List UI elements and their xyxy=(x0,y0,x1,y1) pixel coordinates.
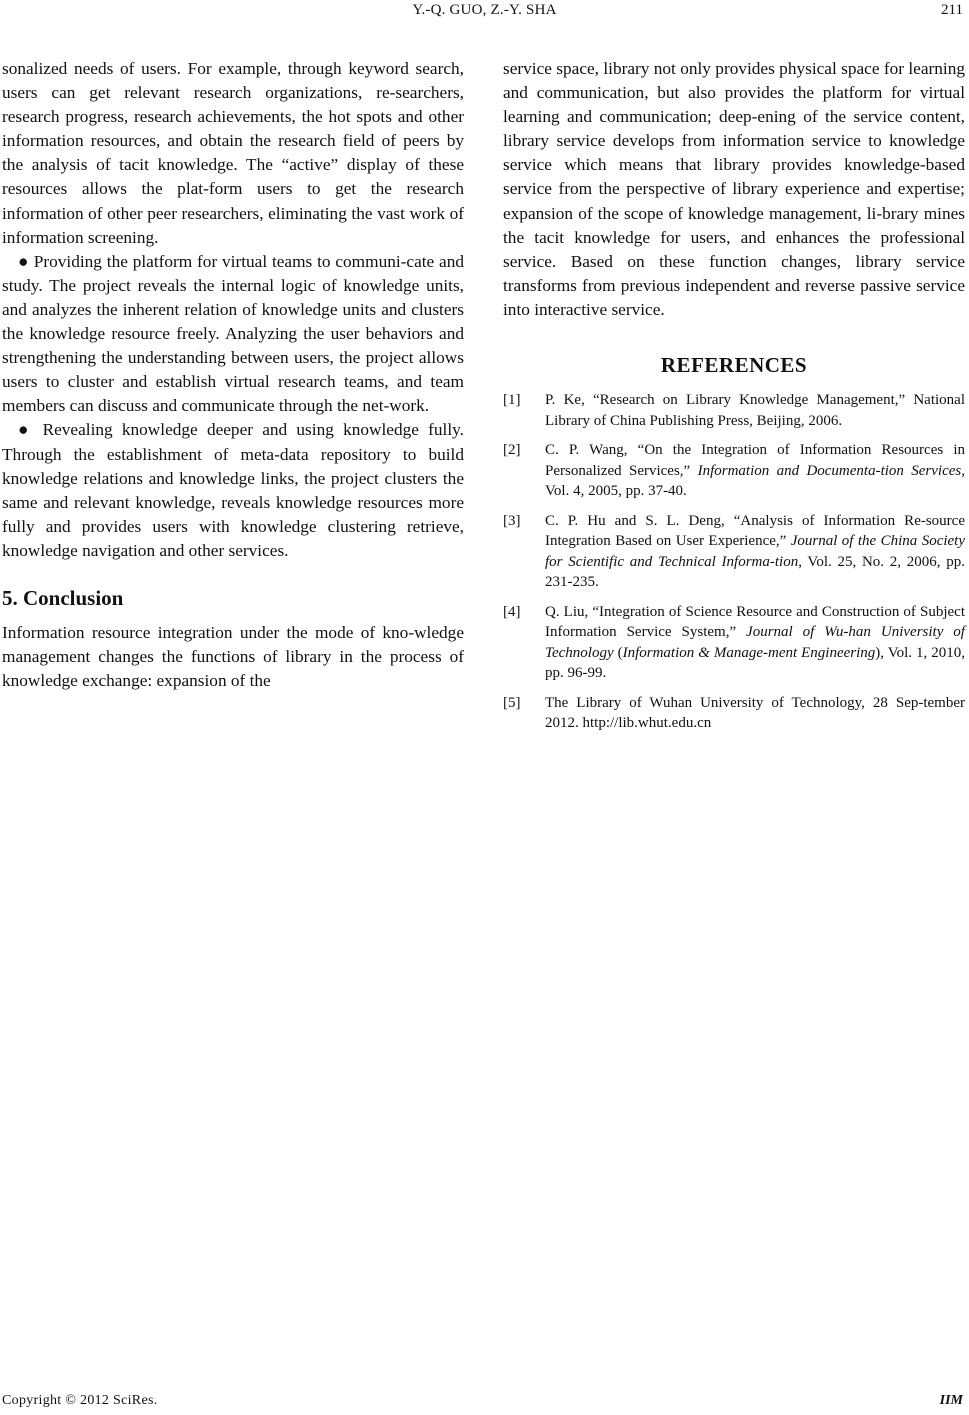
references-heading: REFERENCES xyxy=(660,353,808,378)
reference-source: Information and Documenta-tion Services xyxy=(697,462,962,479)
reference-number: [2] xyxy=(503,442,521,459)
reference-item xyxy=(503,602,965,684)
reference-text: The Library of Wuhan University of Technology, 28 Sep-tember 2012. http://lib.whut.edu.cn xyxy=(545,694,965,732)
reference-item xyxy=(503,693,965,734)
reference-text: Q. Liu, “Integration of Science Resource and Construction of Subject Information Service System,” xyxy=(545,603,965,641)
reference-details: ), Vol. 1, 2010, pp. 96-99. xyxy=(545,644,966,682)
reference-number: [3] xyxy=(503,512,521,529)
left-column xyxy=(2,57,464,693)
body-paragraph: service space, library not only provides physical space for learning and communication, but also provides the platform for virtual learning and communication; deep-ening of the service content, library service develops from information service to knowledge service which means that library provides knowledge-based service from the perspective of library experience and expertise; expansion of the scope of knowledge management, li-brary mines the tacit knowledge for users, and enhances the professional service. Based on these function changes, library service transforms from previous independent and reverse passive service into interactive service. xyxy=(503,59,965,319)
reference-number: [5] xyxy=(503,694,521,711)
reference-item xyxy=(503,390,965,431)
bullet-paragraph: ● Revealing knowledge deeper and using knowledge fully. Through the establishment of meta-data repository to build knowledge relations and knowledge links, the project clusters the same and relevant knowledge, reveals knowledge resources more fully and provides users with knowledge clustering retrieve, knowledge navigation and other services. xyxy=(2,420,464,560)
page-footer xyxy=(0,1393,969,1413)
page-number: 211 xyxy=(941,2,963,18)
reference-item xyxy=(503,440,965,502)
conclusion-paragraph: Information resource integration under the mode of kno-wledge management changes the functions of library in the process of knowledge exchange: expansion of the xyxy=(2,622,464,691)
reference-source: Journal of Wu-han University of Technology xyxy=(545,624,965,661)
reference-details: , Vol. 25, No. 2, 2006, pp. 231-235. xyxy=(545,553,965,591)
right-column xyxy=(503,57,965,743)
body-paragraph: sonalized needs of users. For example, through keyword search, users can get relevant research organizations, re-searchers, research progress, research achievements, the hot spots and other information resources, and obtain the research field of peers by the analysis of tacit knowledge. The “active” display of these resources allows the plat-form users to get the research information of other peer researchers, eliminating the vast work of information screening. xyxy=(2,59,464,247)
reference-text: P. Ke, “Research on Library Knowledge Management,” National Library of China Publishing Press, Beijing, 2006. xyxy=(545,392,965,429)
reference-item xyxy=(503,511,965,593)
reference-list xyxy=(503,390,965,734)
journal-abbrev: IIM xyxy=(939,1393,963,1408)
reference-number: [4] xyxy=(503,603,521,620)
reference-text: C. P. Hu and S. L. Deng, “Analysis of Information Re-source Integration Based on User Experience,” xyxy=(545,512,965,550)
section-heading: 5. Conclusion xyxy=(2,585,124,610)
reference-source-sub: Information & Manage-ment Engineering xyxy=(622,644,876,661)
running-head: Y.-Q. GUO, Z.-Y. SHA xyxy=(412,2,557,18)
reference-number: [1] xyxy=(503,392,521,409)
copyright-notice: Copyright © 2012 SciRes. xyxy=(2,1393,158,1408)
reference-details: , Vol. 4, 2005, pp. 37-40. xyxy=(545,462,965,500)
page-header xyxy=(0,2,969,22)
reference-source: Journal of the China Society for Scientific and Technical Informa-tion xyxy=(545,533,966,570)
reference-details: ( xyxy=(613,644,623,661)
bullet-paragraph: ● Providing the platform for virtual teams to communi-cate and study. The project reveals the internal logic of knowledge units, and analyzes the inherent relation of knowledge units and clusters the knowledge resource freely. Analyzing the user behaviors and strengthening the understanding between users, the project allows users to cluster and establish virtual research teams, and team members can discuss and communicate through the net-work. xyxy=(2,251,464,416)
reference-text: C. P. Wang, “On the Integration of Information Resources in Personalized Services,” xyxy=(545,442,965,479)
